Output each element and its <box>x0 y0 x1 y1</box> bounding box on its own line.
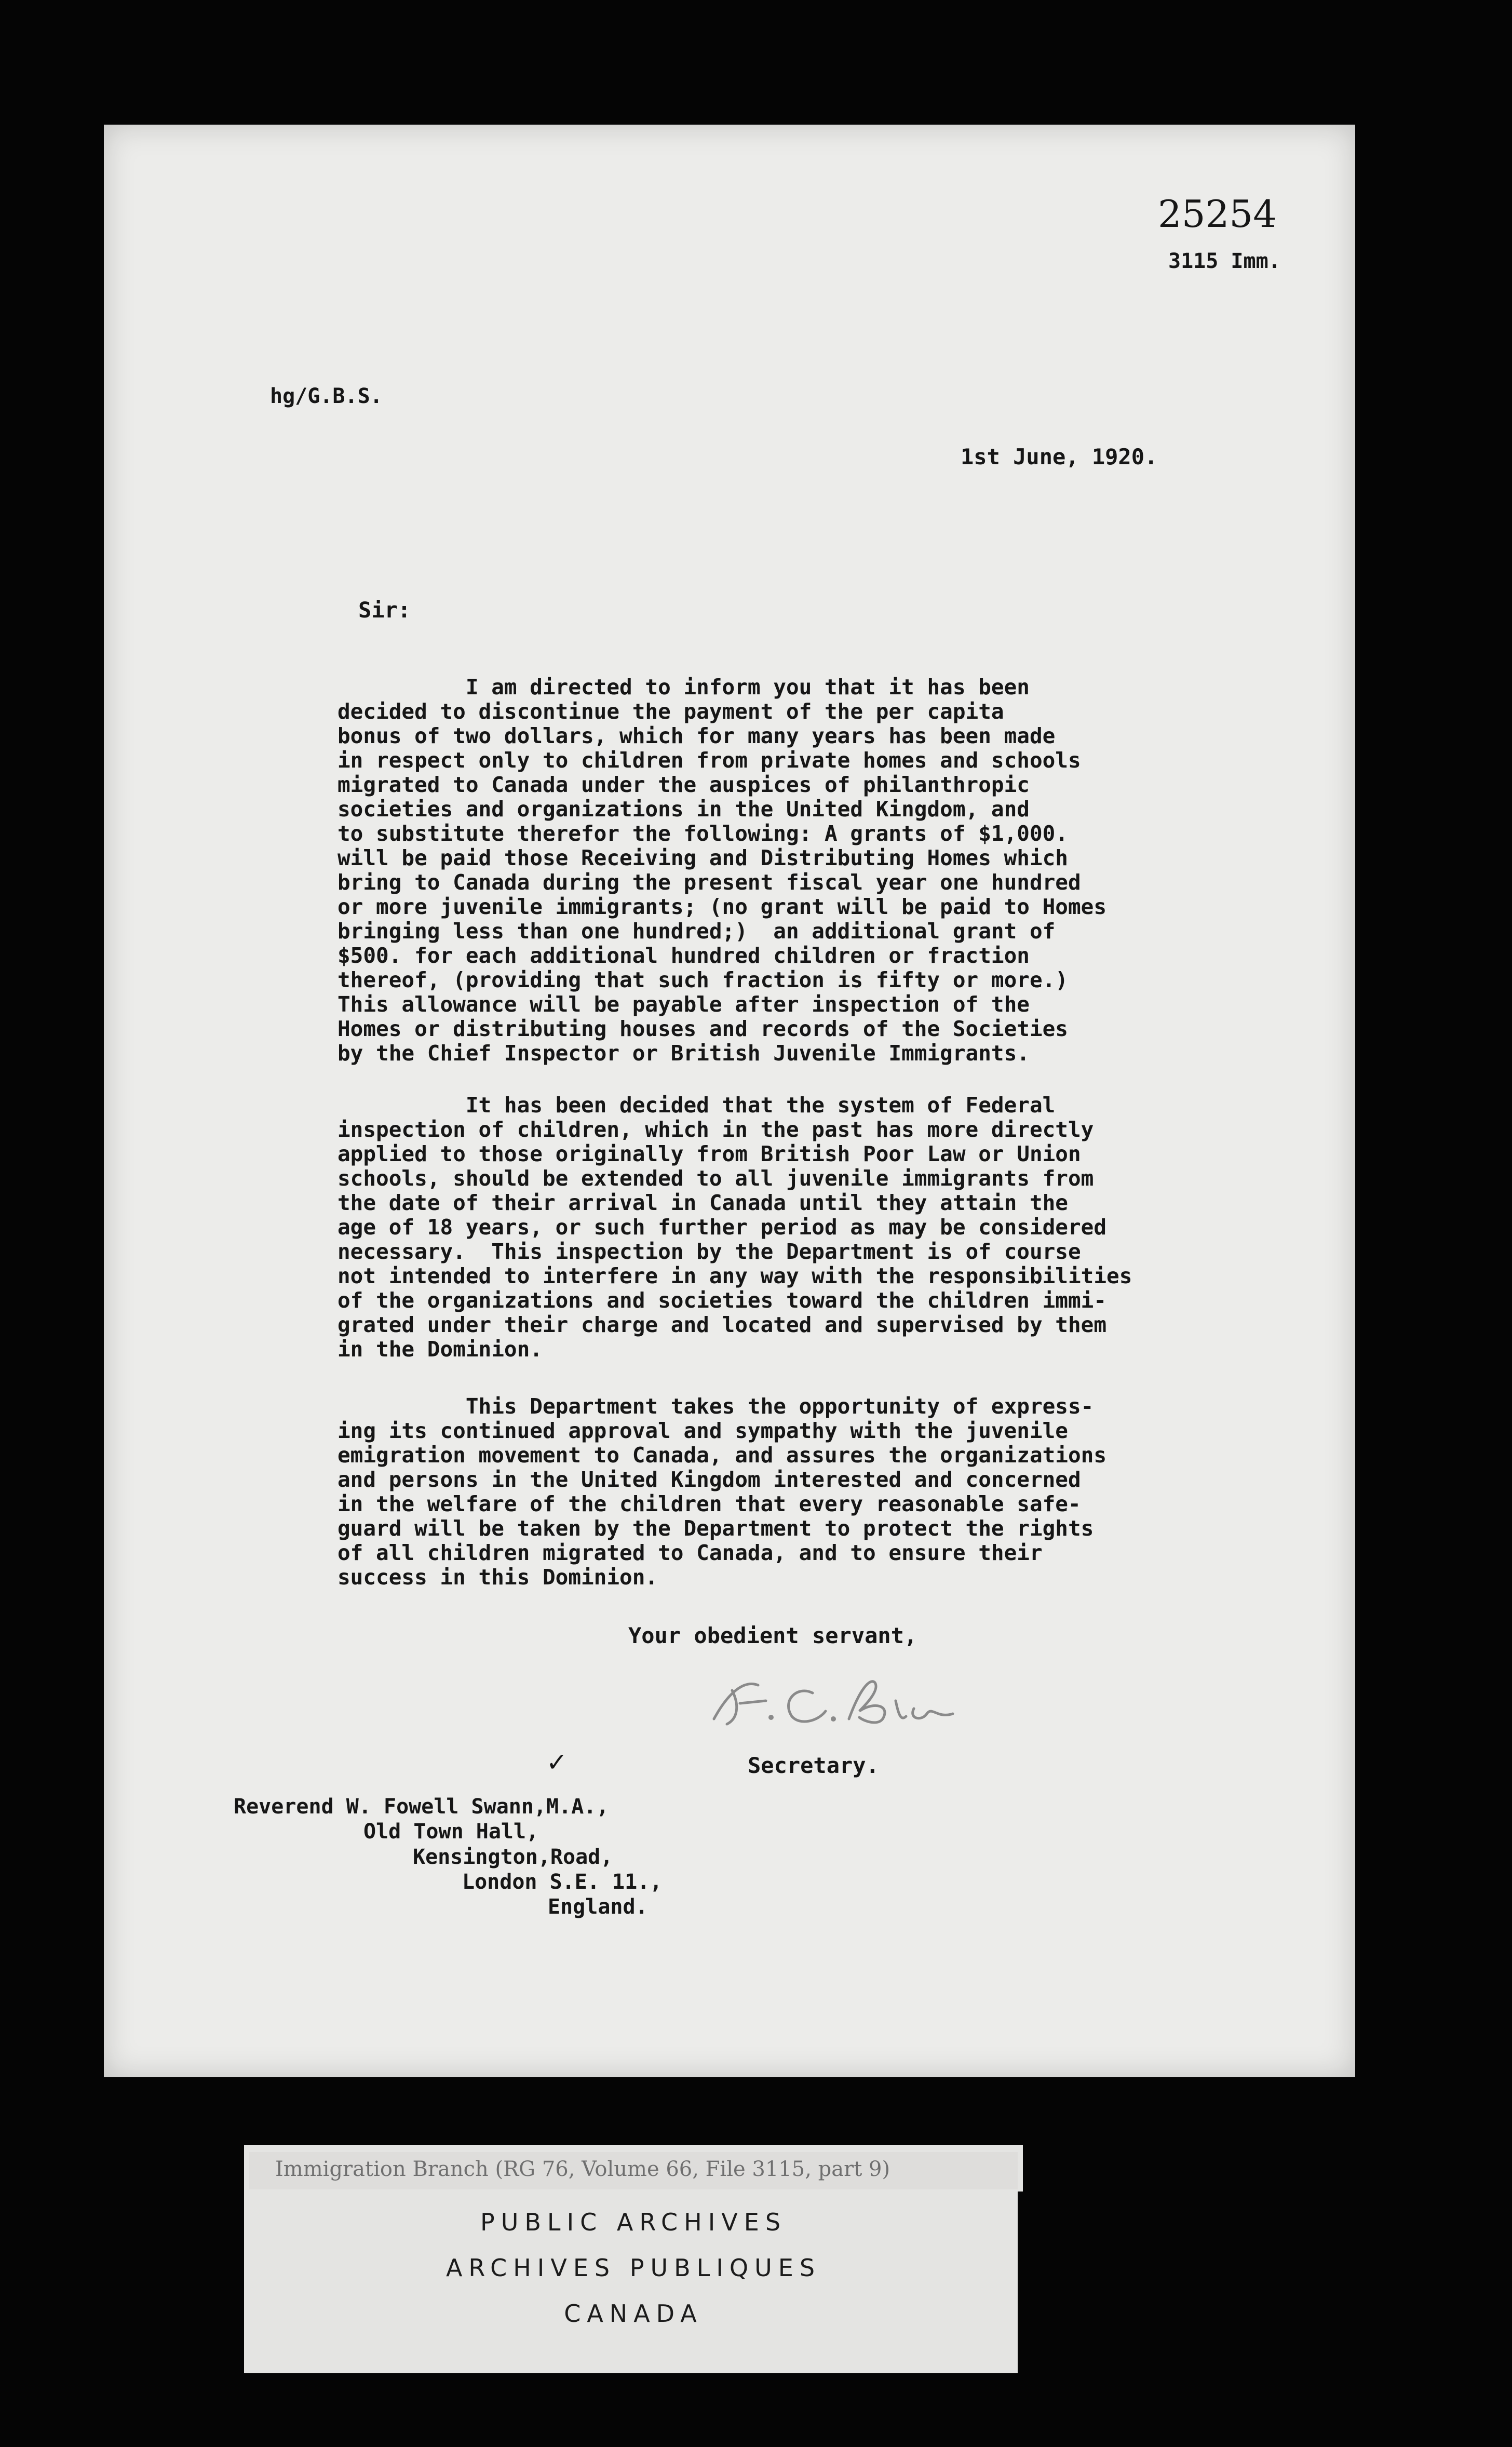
handwritten-signature <box>709 1670 958 1732</box>
stamp-notch <box>1018 2191 1049 2373</box>
stamp-line-3: CANADA <box>564 2300 703 2328</box>
signatory-title: Secretary. <box>748 1753 879 1778</box>
address-line-3: Kensington,Road, <box>413 1845 613 1869</box>
body-paragraph-2: It has been decided that the system of Federal inspection of children, which in the past has more directly applied to those originally from British Poor Law or Union schools, should be extended to all juvenile immigrants from the date of their arrival in Canada until they attain the age of 18 years, or such further period as may be considered necessary. This inspection by the Department is of course not intended to interfere in any way with the responsibilities of the organizations and societies toward the children immi- grated under their charge and located and supervised by them in the Dominion. <box>338 1093 1132 1362</box>
address-line-1: Reverend W. Fowell Swann,M.A., <box>234 1795 609 1819</box>
typist-initials: hg/G.B.S. <box>270 384 383 408</box>
file-reference: 3115 Imm. <box>1168 249 1281 273</box>
salutation: Sir: <box>358 597 411 623</box>
address-line-4: London S.E. 11., <box>462 1870 663 1894</box>
archive-reference-handwriting: Immigration Branch (RG 76, Volume 66, File 3115, part 9) <box>275 2157 890 2181</box>
body-paragraph-1: I am directed to inform you that it has been decided to discontinue the payment of the per capita bonus of two dollars, which for many years has been made in respect only to children from private homes and schools migrated to Canada under the auspices of philanthropic societies and organizations in the United Kingdom, and to substitute therefor the following: A grants of $1,000. will be paid those Receiving and Distributing Homes which bring to Canada during the present fiscal year one hundred or more juvenile immigrants; (no grant will be paid to Homes bringing less than one hundred;) an additional grant of $500. for each additional hundred children or fraction thereof, (providing that such fraction is fifty or more.) This allowance will be payable after inspection of the Homes or distributing houses and records of the Societies by the Chief Inspector or British Juvenile Immigrants. <box>338 675 1107 1066</box>
document-number: 25254 <box>1158 192 1277 236</box>
checkmark: ✓ <box>548 1745 565 1779</box>
address-line-2: Old Town Hall, <box>363 1820 539 1844</box>
stamp-line-2: ARCHIVES PUBLIQUES <box>446 2254 821 2282</box>
letter-date: 1st June, 1920. <box>961 444 1158 469</box>
body-paragraph-3: This Department takes the opportunity of express- ing its continued approval and sympathy with the juvenile emigration movement to Canada, and assures the organizations and persons in the United Kingdom interested and concerned in the welfare of the children that every reasonable safe- guard will be taken by the Department to protect the rights of all children migrated to Canada, and to ensure their success in this Dominion. <box>338 1394 1107 1590</box>
stamp-line-1: PUBLIC ARCHIVES <box>480 2208 787 2236</box>
archive-stamp <box>244 2145 1023 2373</box>
address-line-5: England. <box>548 1895 648 1919</box>
closing: Your obedient servant, <box>628 1623 917 1648</box>
